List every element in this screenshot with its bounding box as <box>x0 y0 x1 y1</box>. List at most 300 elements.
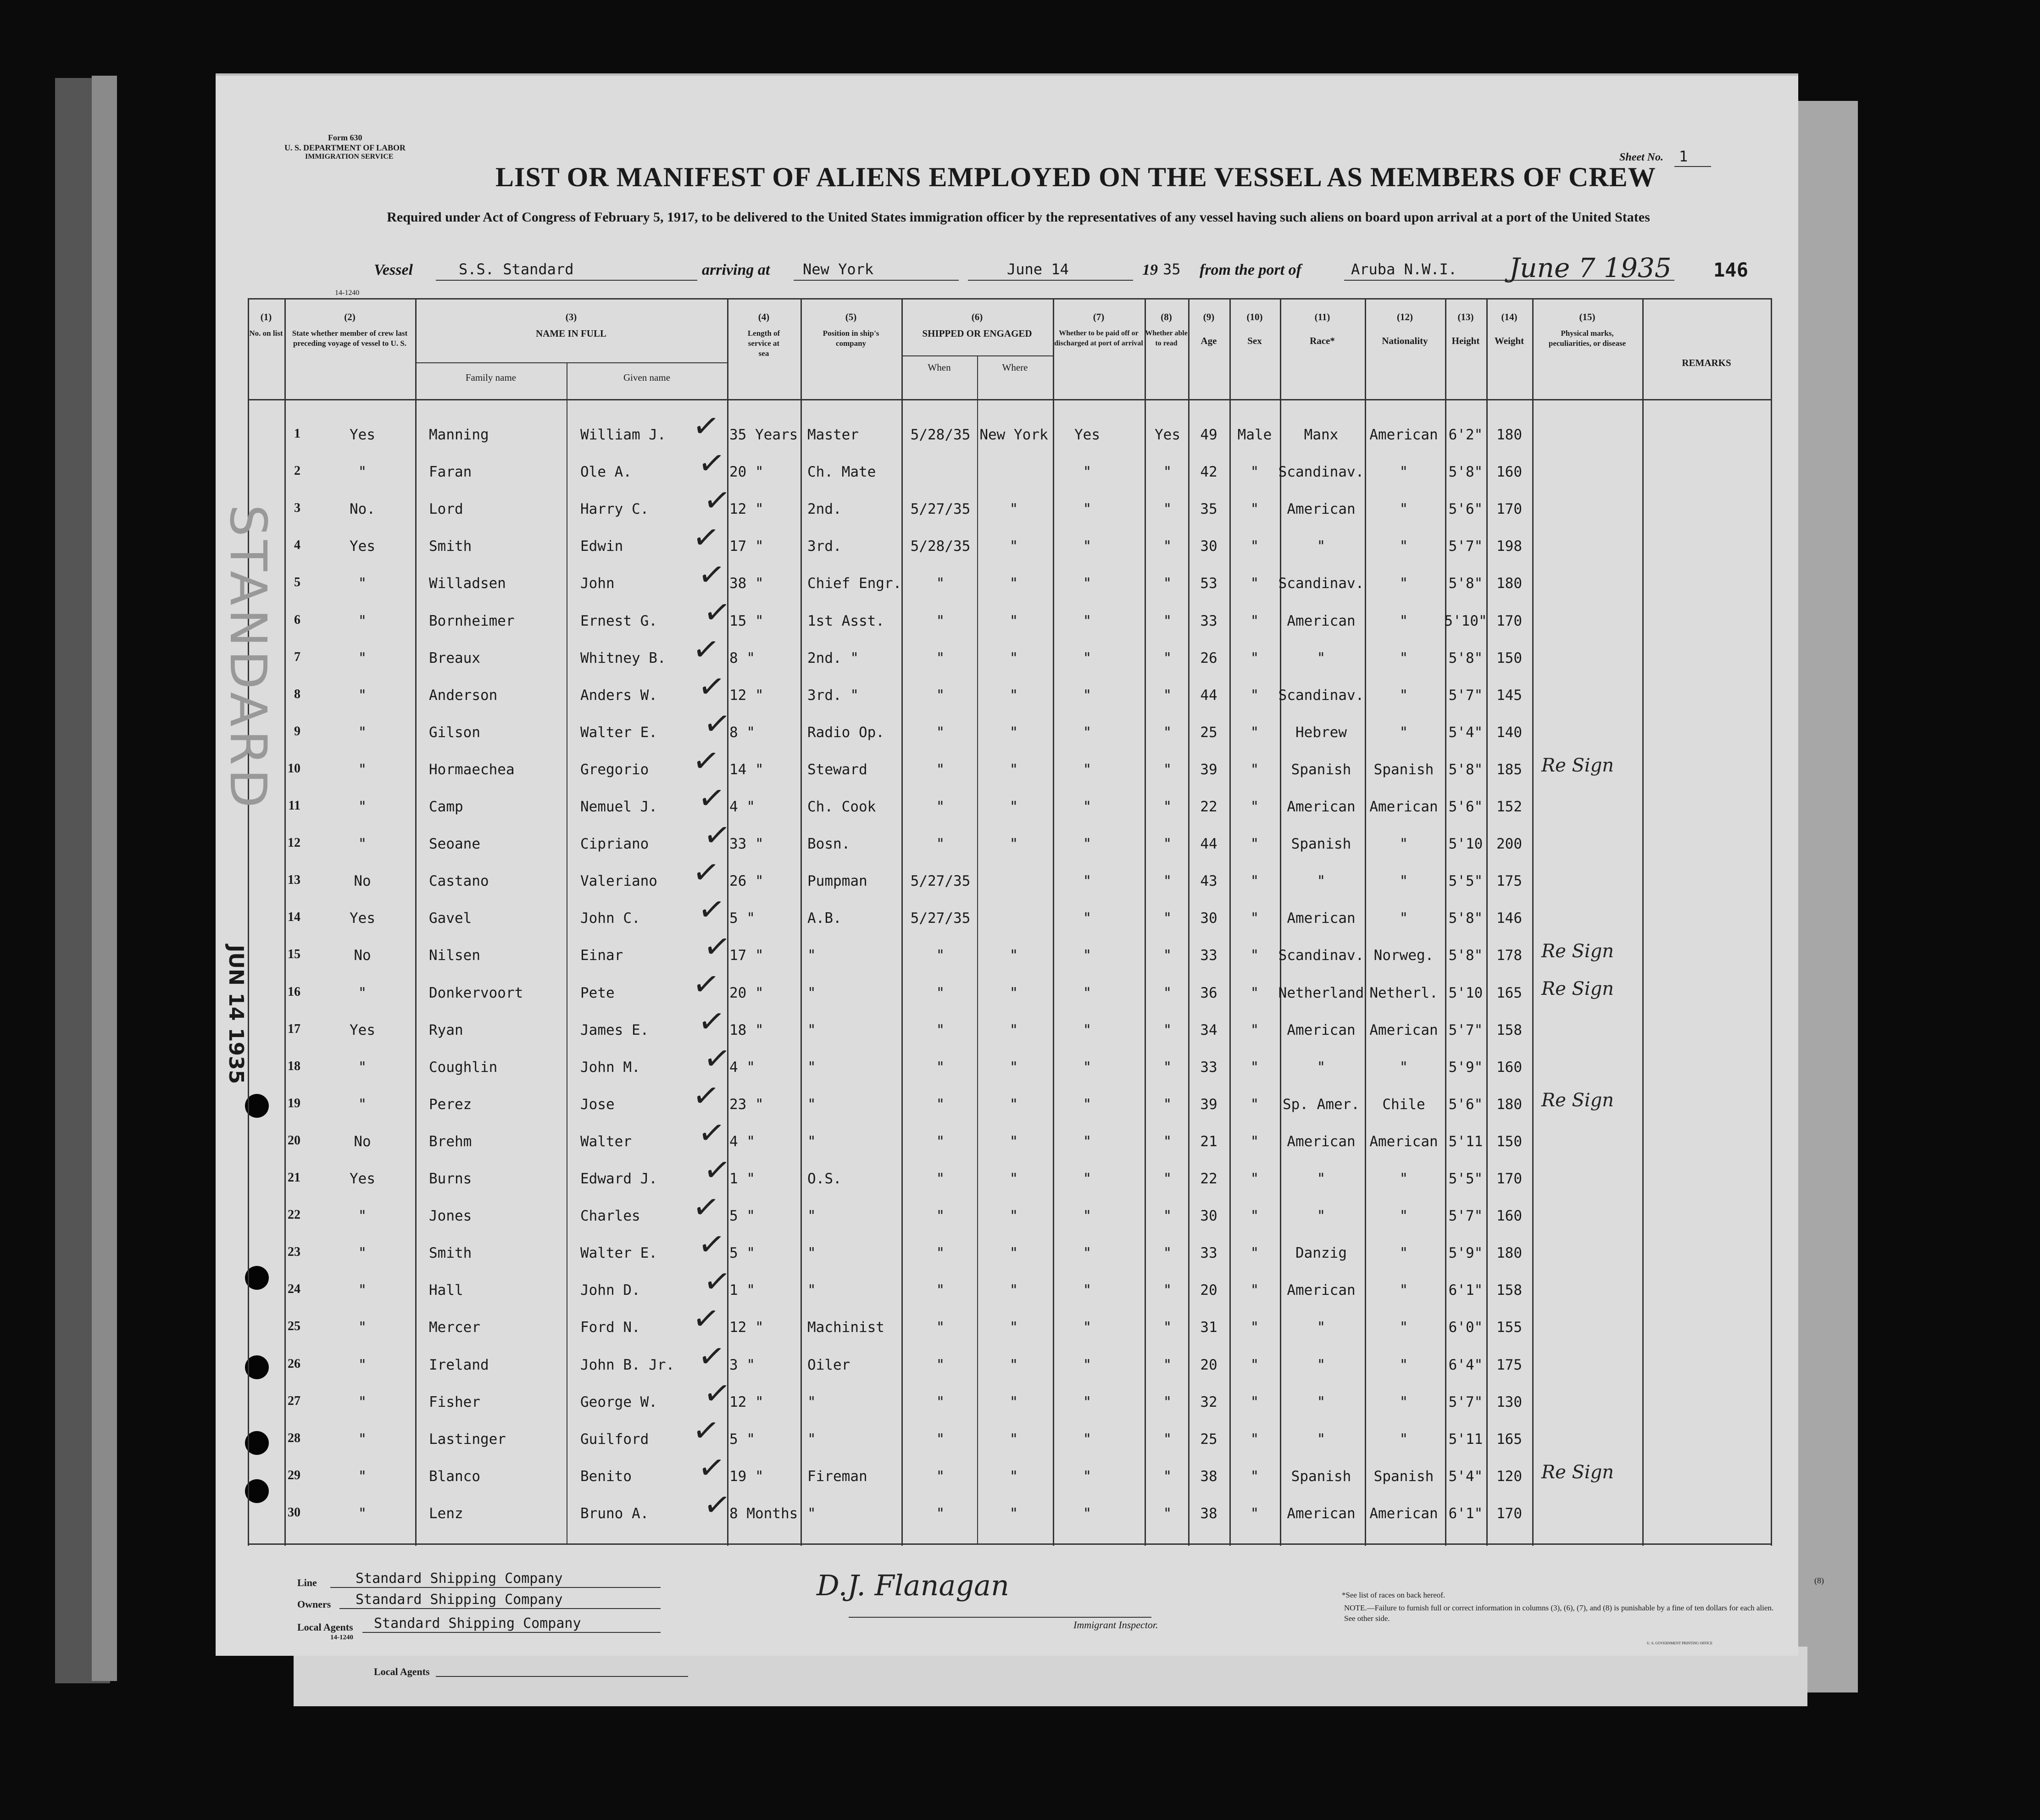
able-to-read: " <box>1163 1431 1172 1448</box>
row-number: 28 <box>288 1431 300 1445</box>
table-top-border <box>248 298 1771 300</box>
prev-voyage: " <box>358 984 367 1001</box>
position: O.S. <box>807 1171 842 1187</box>
prev-voyage: Yes <box>350 538 375 555</box>
checkmark-icon: ✓ <box>701 926 734 968</box>
prev-voyage: " <box>358 1245 367 1262</box>
position: " <box>807 1505 816 1522</box>
shipped-when: " <box>936 1468 945 1485</box>
height: 5'7" <box>1448 538 1483 555</box>
position: Chief Engr. <box>807 575 902 592</box>
paid-off: " <box>1083 612 1092 629</box>
height: 6'4" <box>1448 1356 1483 1373</box>
height: 5'7" <box>1448 687 1483 704</box>
paid-off: " <box>1083 947 1092 964</box>
col-border <box>415 298 417 1546</box>
form-code: 14-1240 <box>335 289 360 297</box>
shipped-when: " <box>936 984 945 1001</box>
prev-voyage: " <box>358 1059 367 1076</box>
age: 22 <box>1200 1171 1217 1187</box>
able-to-read: " <box>1163 1133 1172 1150</box>
checkmark-icon: ✓ <box>690 740 723 782</box>
service-length: 14 " <box>729 761 764 778</box>
col-label: Physical marks, peculiarities, or disease <box>1548 329 1626 348</box>
checkmark-icon: ✓ <box>695 1447 728 1488</box>
owners-value: Standard Shipping Company <box>356 1592 563 1608</box>
sex: " <box>1250 649 1259 666</box>
inspector-signature: D.J. Flanagan <box>817 1569 1009 1602</box>
shipped-when: " <box>936 1171 945 1187</box>
col-header-service <box>727 312 800 359</box>
page-subtitle: Required under Act of Congress of February 5, 1917, to be delivered to the United States immigration officer by the representatives of any vessel having such aliens on board upon arrival at a port of the United States <box>387 210 1650 225</box>
family-name: Manning <box>429 427 489 443</box>
race: " <box>1317 873 1326 890</box>
age: 33 <box>1200 947 1217 964</box>
age: 26 <box>1200 649 1217 666</box>
shipped-when: 5/28/35 <box>910 427 971 443</box>
service-length: 4 " <box>729 799 755 815</box>
race: Scandinav. <box>1278 464 1364 481</box>
checkmark-icon: ✓ <box>695 666 728 707</box>
age: 34 <box>1200 1021 1217 1038</box>
age: 32 <box>1200 1393 1217 1410</box>
sex: " <box>1250 501 1259 518</box>
checkmark-icon: ✓ <box>695 554 728 596</box>
nationality: American <box>1369 799 1438 815</box>
sex: " <box>1250 1356 1259 1373</box>
paid-off: " <box>1083 649 1092 666</box>
shipped-when: " <box>936 1319 945 1336</box>
height: 5'7" <box>1448 1393 1483 1410</box>
shipped-when: " <box>936 575 945 592</box>
given-name: John C. <box>580 910 640 927</box>
race: American <box>1287 1133 1356 1150</box>
col-number: (5) <box>845 311 857 322</box>
age: 20 <box>1200 1282 1217 1299</box>
able-to-read: " <box>1163 1356 1172 1373</box>
able-to-read: " <box>1163 1059 1172 1076</box>
service-length: 8 " <box>729 649 755 666</box>
service-length: 12 " <box>729 1319 764 1336</box>
shipped-where: " <box>1009 1468 1018 1485</box>
nationality: " <box>1399 873 1408 890</box>
given-name: Whitney B. <box>580 649 666 666</box>
age: 44 <box>1200 836 1217 853</box>
height: 5'11 <box>1448 1133 1483 1150</box>
col-header-read <box>1145 312 1188 349</box>
given-name: Anders W. <box>580 687 657 704</box>
race: " <box>1317 1171 1326 1187</box>
shipped-where: " <box>1009 687 1018 704</box>
able-to-read: " <box>1163 799 1172 815</box>
shipped-where: " <box>1009 724 1018 741</box>
able-to-read: " <box>1163 1393 1172 1410</box>
departure-port: Aruba N.W.I. <box>1351 261 1457 278</box>
col-header-race <box>1280 312 1365 346</box>
given-name: Bruno A. <box>580 1505 649 1522</box>
prev-voyage: " <box>358 1208 367 1225</box>
service-length: 5 " <box>729 1245 755 1262</box>
paid-off: " <box>1083 1356 1092 1373</box>
family-name: Burns <box>429 1171 472 1187</box>
col-label: Height <box>1451 335 1480 346</box>
race: " <box>1317 1356 1326 1373</box>
shipped-where: " <box>1009 799 1018 815</box>
weight: 146 <box>1496 910 1522 927</box>
able-to-read: " <box>1163 984 1172 1001</box>
position: 2nd. <box>807 501 842 518</box>
height: 5'7" <box>1448 1021 1483 1038</box>
nationality: " <box>1399 1208 1408 1225</box>
race: American <box>1287 1282 1356 1299</box>
position: " <box>807 1208 816 1225</box>
prev-voyage: Yes <box>350 427 375 443</box>
prev-voyage: No. <box>350 501 375 518</box>
inspector-label: Immigrant Inspector. <box>1073 1619 1158 1631</box>
checkmark-icon: ✓ <box>690 405 723 447</box>
family-name: Mercer <box>429 1319 480 1336</box>
position: Steward <box>807 761 867 778</box>
race: Hebrew <box>1295 724 1347 741</box>
family-name: Seoane <box>429 836 480 853</box>
paid-off: " <box>1083 1505 1092 1522</box>
row-number: 17 <box>288 1021 300 1036</box>
row-number: 26 <box>288 1356 300 1371</box>
nationality: " <box>1399 501 1408 518</box>
checkmark-icon: ✓ <box>695 1224 728 1265</box>
prev-voyage: " <box>358 1282 367 1299</box>
service-length: 5 " <box>729 910 755 927</box>
shipped-where: " <box>1009 947 1018 964</box>
checkmark-icon: ✓ <box>690 1410 723 1451</box>
height: 5'10 <box>1448 984 1483 1001</box>
row-number: 30 <box>288 1505 300 1520</box>
shipped-where: " <box>1009 836 1018 853</box>
name-subheader-line <box>415 362 727 363</box>
race: Spanish <box>1291 1468 1351 1485</box>
given-name: Guilford <box>580 1431 649 1448</box>
nationality: Spanish <box>1373 1468 1434 1485</box>
prev-voyage: " <box>358 1505 367 1522</box>
nationality: " <box>1399 1059 1408 1076</box>
date-underline <box>968 280 1133 281</box>
height: 5'4" <box>1448 1468 1483 1485</box>
paid-off: " <box>1083 1208 1092 1225</box>
given-name: George W. <box>580 1393 657 1410</box>
arriving-port: New York <box>803 261 874 278</box>
weight: 170 <box>1496 612 1522 629</box>
prev-voyage: " <box>358 464 367 481</box>
agents-label: Local Agents <box>297 1621 353 1633</box>
nationality: Spanish <box>1373 761 1434 778</box>
weight: 185 <box>1496 761 1522 778</box>
vessel-name-stamp: STANDARD <box>219 505 278 812</box>
handwritten-departure-date: June 7 1935 <box>1509 252 1672 283</box>
shipped-where: " <box>1009 1171 1018 1187</box>
table-bottom-border <box>248 1543 1771 1545</box>
sheet-underline <box>1674 166 1711 167</box>
age: 21 <box>1200 1133 1217 1150</box>
shipped-where: " <box>1009 1245 1018 1262</box>
col-header-weight <box>1486 312 1532 346</box>
shipped-where: " <box>1009 612 1018 629</box>
shipped-where: " <box>1009 1021 1018 1038</box>
shipped-where: " <box>1009 575 1018 592</box>
family-name: Lenz <box>429 1505 463 1522</box>
col-header-age <box>1188 312 1229 346</box>
family-name: Coughlin <box>429 1059 498 1076</box>
shipped-when: " <box>936 1505 945 1522</box>
agents-value: Standard Shipping Company <box>374 1615 581 1631</box>
weight: 145 <box>1496 687 1522 704</box>
col-border <box>800 298 802 1546</box>
age: 33 <box>1200 1059 1217 1076</box>
weight: 165 <box>1496 984 1522 1001</box>
height: 5'5" <box>1448 873 1483 890</box>
height: 5'8" <box>1448 761 1483 778</box>
checkmark-icon: ✓ <box>695 443 728 484</box>
position: Radio Op. <box>807 724 884 741</box>
given-name: Pete <box>580 984 615 1001</box>
given-name: Charles <box>580 1208 640 1225</box>
col-label: Length of service at sea <box>747 329 780 358</box>
row-number: 8 <box>294 687 300 701</box>
given-name: Walter E. <box>580 724 657 741</box>
form-number: Form 630 <box>328 133 362 142</box>
checkmark-icon: ✓ <box>695 1112 728 1154</box>
checkmark-icon: ✓ <box>695 777 728 819</box>
page-number: 146 <box>1713 259 1748 281</box>
col-header-no <box>248 312 284 338</box>
age: 38 <box>1200 1468 1217 1485</box>
age: 25 <box>1200 1431 1217 1448</box>
weight: 160 <box>1496 464 1522 481</box>
shipped-when: " <box>936 1431 945 1448</box>
col-header-nationality <box>1365 312 1445 346</box>
height: 5'10 <box>1448 836 1483 853</box>
physical-marks: Re Sign <box>1541 1089 1614 1111</box>
paid-off: " <box>1083 1059 1092 1076</box>
col-number: (10) <box>1246 311 1263 322</box>
age: 35 <box>1200 501 1217 518</box>
nationality: " <box>1399 724 1408 741</box>
physical-marks: Re Sign <box>1541 941 1614 962</box>
able-to-read: " <box>1163 724 1172 741</box>
age: 36 <box>1200 984 1217 1001</box>
shipped-when: " <box>936 724 945 741</box>
able-to-read: " <box>1163 1171 1172 1187</box>
position: " <box>807 1245 816 1262</box>
col-header-where: Where <box>1002 362 1028 373</box>
sex: " <box>1250 724 1259 741</box>
paid-off: " <box>1083 1393 1092 1410</box>
sex: " <box>1250 538 1259 555</box>
service-length: 23 " <box>729 1096 764 1113</box>
family-name: Anderson <box>429 687 498 704</box>
service-length: 12 " <box>729 501 764 518</box>
family-name: Lastinger <box>429 1431 506 1448</box>
service-length: 5 " <box>729 1208 755 1225</box>
height: 5'8" <box>1448 575 1483 592</box>
able-to-read: " <box>1163 910 1172 927</box>
age: 30 <box>1200 1208 1217 1225</box>
row-number: 12 <box>288 836 300 850</box>
given-name: Gregorio <box>580 761 649 778</box>
position: " <box>807 1096 816 1113</box>
position: " <box>807 1431 816 1448</box>
col-number: (11) <box>1314 311 1330 322</box>
height: 5'8" <box>1448 910 1483 927</box>
nationality: American <box>1369 427 1438 443</box>
paid-off: " <box>1083 1133 1092 1150</box>
age: 33 <box>1200 1245 1217 1262</box>
service-length: 1 " <box>729 1282 755 1299</box>
prev-voyage: " <box>358 799 367 815</box>
shipped-where: " <box>1009 649 1018 666</box>
height: 6'2" <box>1448 427 1483 443</box>
height: 5'6" <box>1448 501 1483 518</box>
service-length: 12 " <box>729 1393 764 1410</box>
checkmark-icon: ✓ <box>690 517 723 558</box>
printer-credit: U. S. GOVERNMENT PRINTING OFFICE <box>1647 1641 1712 1645</box>
row-number: 19 <box>288 1096 300 1110</box>
sex: " <box>1250 1505 1259 1522</box>
col-header-sex <box>1229 312 1280 346</box>
shipped-when: " <box>936 1059 945 1076</box>
shipped-where: " <box>1009 538 1018 555</box>
height: 5'5" <box>1448 1171 1483 1187</box>
position: " <box>807 947 816 964</box>
shipped-when: " <box>936 1356 945 1373</box>
able-to-read: " <box>1163 649 1172 666</box>
height: 6'1" <box>1448 1282 1483 1299</box>
shipped-where: " <box>1009 984 1018 1001</box>
position: " <box>807 1282 816 1299</box>
row-number: 25 <box>288 1319 300 1334</box>
paid-off: Yes <box>1074 427 1100 443</box>
age: 33 <box>1200 612 1217 629</box>
fine-note: NOTE.—Failure to furnish full or correct information in columns (3), (6), (7), and (8) is punishable by a fine of ten dollars for each alien. See other side. <box>1344 1604 1774 1623</box>
checkmark-icon: ✓ <box>690 963 723 1005</box>
weight: 158 <box>1496 1021 1522 1038</box>
shipped-when: 5/27/35 <box>910 501 971 518</box>
family-name: Smith <box>429 1245 472 1262</box>
position: Fireman <box>807 1468 867 1485</box>
agents-underline <box>362 1632 661 1633</box>
race: American <box>1287 1505 1356 1522</box>
service-length: 20 " <box>729 984 764 1001</box>
able-to-read: " <box>1163 464 1172 481</box>
shipped-where: New York <box>979 427 1048 443</box>
prev-voyage: Yes <box>350 910 375 927</box>
age: 39 <box>1200 761 1217 778</box>
able-to-read: " <box>1163 947 1172 964</box>
service-length: 8 " <box>729 724 755 741</box>
row-number: 15 <box>288 947 300 962</box>
position: Ch. Cook <box>807 799 876 815</box>
prev-voyage: " <box>358 836 367 853</box>
shipped-where: " <box>1009 1505 1018 1522</box>
able-to-read: " <box>1163 538 1172 555</box>
able-to-read: Yes <box>1155 427 1180 443</box>
weight: 140 <box>1496 724 1522 741</box>
col-header-height <box>1445 312 1486 346</box>
shipped-where: " <box>1009 501 1018 518</box>
row-number: 21 <box>288 1171 300 1185</box>
nationality: " <box>1399 1319 1408 1336</box>
checkmark-icon: ✓ <box>690 628 723 670</box>
sex: " <box>1250 1245 1259 1262</box>
shipped-when: " <box>936 687 945 704</box>
prev-voyage: " <box>358 649 367 666</box>
sex: Male <box>1237 427 1272 443</box>
weight: 130 <box>1496 1393 1522 1410</box>
family-name: Hall <box>429 1282 463 1299</box>
paid-off: " <box>1083 1468 1092 1485</box>
prev-voyage: " <box>358 687 367 704</box>
checkmark-icon: ✓ <box>690 1187 723 1228</box>
prev-voyage: " <box>358 1356 367 1373</box>
side-mark: (8) <box>1814 1576 1824 1585</box>
checkmark-icon: ✓ <box>690 1075 723 1116</box>
sex: " <box>1250 761 1259 778</box>
prev-voyage: " <box>358 1468 367 1485</box>
family-name: Gavel <box>429 910 472 927</box>
checkmark-icon: ✓ <box>701 1149 734 1191</box>
weight: 150 <box>1496 1133 1522 1150</box>
position: Oiler <box>807 1356 850 1373</box>
age: 53 <box>1200 575 1217 592</box>
prev-voyage: Yes <box>350 1171 375 1187</box>
able-to-read: " <box>1163 687 1172 704</box>
race: Spanish <box>1291 836 1351 853</box>
age: 39 <box>1200 1096 1217 1113</box>
col-number: (4) <box>758 311 770 322</box>
position: Machinist <box>807 1319 884 1336</box>
weight: 180 <box>1496 1245 1522 1262</box>
able-to-read: " <box>1163 1505 1172 1522</box>
able-to-read: " <box>1163 1245 1172 1262</box>
department-label: U. S. DEPARTMENT OF LABOR <box>284 143 406 152</box>
row-number: 6 <box>294 612 300 627</box>
shipped-when: " <box>936 649 945 666</box>
race: Scandinav. <box>1278 575 1364 592</box>
given-name: Walter <box>580 1133 632 1150</box>
paid-off: " <box>1083 1096 1092 1113</box>
position: A.B. <box>807 910 842 927</box>
age: 25 <box>1200 724 1217 741</box>
prev-voyage: " <box>358 1096 367 1113</box>
paid-off: " <box>1083 1282 1092 1299</box>
col-label: State whether member of crew last preceding voyage of vessel to U. S. <box>292 329 408 348</box>
family-name: Willadsen <box>429 575 506 592</box>
able-to-read: " <box>1163 1282 1172 1299</box>
position: 1st Asst. <box>807 612 884 629</box>
col-header-marks <box>1532 312 1642 349</box>
checkmark-icon: ✓ <box>690 852 723 893</box>
paid-off: " <box>1083 575 1092 592</box>
able-to-read: " <box>1163 1021 1172 1038</box>
col-label: Sex <box>1247 335 1262 346</box>
col-border <box>248 298 249 1546</box>
col-header-prev-voyage <box>287 312 413 349</box>
paid-off: " <box>1083 873 1092 890</box>
weight: 170 <box>1496 501 1522 518</box>
shipped-when: " <box>936 1208 945 1225</box>
service-length: 18 " <box>729 1021 764 1038</box>
service-length: 15 " <box>729 612 764 629</box>
nationality: " <box>1399 649 1408 666</box>
